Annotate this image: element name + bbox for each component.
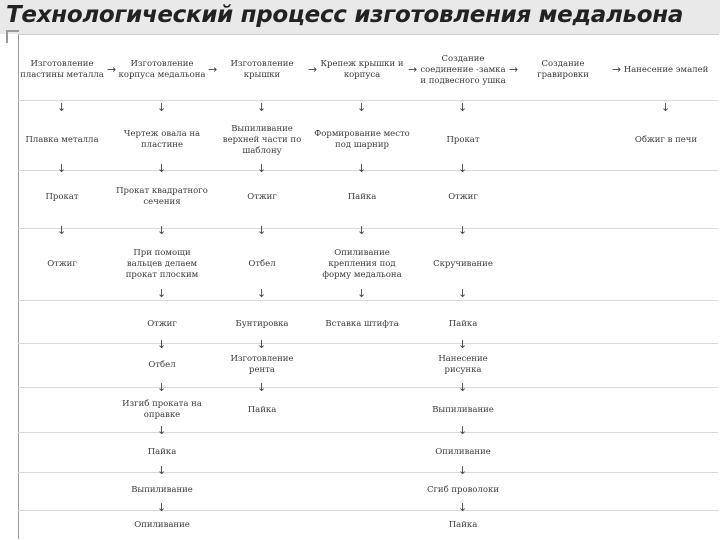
down-arrow-icon: ↓	[458, 101, 468, 114]
page-title: Технологический процесс изготовления медальона	[6, 2, 684, 28]
down-arrow-icon: ↓	[157, 381, 167, 394]
process-step: Пайка	[448, 519, 478, 530]
process-step: Опиливание	[134, 519, 190, 530]
down-arrow-icon: ↓	[157, 162, 167, 175]
down-arrow-icon: ↓	[357, 287, 367, 300]
down-arrow-icon: ↓	[458, 224, 468, 237]
down-arrow-icon: ↓	[157, 424, 167, 437]
process-step: Выпиливание	[131, 484, 193, 495]
down-arrow-icon: ↓	[157, 224, 167, 237]
process-step: Пайка	[347, 191, 377, 202]
down-arrow-icon: ↓	[458, 287, 468, 300]
process-step: Изготовление рента	[230, 354, 294, 375]
process-step: Сгиб проволоки	[426, 484, 500, 495]
down-arrow-icon: ↓	[57, 224, 67, 237]
process-step: Выпиливание верхней части по шаблону	[222, 123, 302, 156]
row-divider	[18, 300, 718, 301]
process-step: Плавка металла	[25, 134, 99, 145]
process-header: Создание соединение -замка и подвесного ушка	[420, 53, 506, 86]
process-step: Бунтировка	[235, 318, 289, 329]
process-step: При помощи вальцев делаем прокат плоским	[125, 247, 199, 280]
row-divider	[18, 343, 718, 344]
process-step: Отжиг	[47, 258, 77, 269]
down-arrow-icon: ↓	[157, 501, 167, 514]
down-arrow-icon: ↓	[458, 501, 468, 514]
down-arrow-icon: ↓	[157, 287, 167, 300]
down-arrow-icon: ↓	[57, 101, 67, 114]
down-arrow-icon: ↓	[157, 338, 167, 351]
process-step: Отбел	[248, 258, 276, 269]
process-step: Формирование место под шарнир	[314, 129, 410, 150]
right-arrow-icon: →	[509, 63, 519, 76]
row-divider	[18, 387, 718, 388]
down-arrow-icon: ↓	[357, 162, 367, 175]
process-step: Изгиб проката на оправке	[122, 399, 202, 420]
process-header: Нанесение эмалей	[623, 64, 709, 75]
row-divider	[18, 472, 718, 473]
process-step: Прокат	[446, 134, 480, 145]
down-arrow-icon: ↓	[157, 464, 167, 477]
down-arrow-icon: ↓	[458, 338, 468, 351]
process-step: Отжиг	[448, 191, 478, 202]
down-arrow-icon: ↓	[257, 162, 267, 175]
down-arrow-icon: ↓	[257, 338, 267, 351]
down-arrow-icon: ↓	[458, 162, 468, 175]
down-arrow-icon: ↓	[458, 381, 468, 394]
down-arrow-icon: ↓	[157, 101, 167, 114]
down-arrow-icon: ↓	[57, 162, 67, 175]
process-step: Опиливание крепления под форму медальона	[322, 247, 402, 280]
down-arrow-icon: ↓	[257, 101, 267, 114]
process-header: Изготовление пластины металла	[20, 59, 104, 80]
down-arrow-icon: ↓	[257, 381, 267, 394]
process-step: Отжиг	[247, 191, 277, 202]
process-step: Опиливание	[435, 446, 491, 457]
process-step: Пайка	[147, 446, 177, 457]
process-header: Крепеж крышки и корпуса	[320, 59, 404, 80]
process-step: Обжиг в печи	[634, 134, 698, 145]
process-step: Нанесение рисунка	[438, 354, 488, 375]
process-header: Изготовление корпуса медальона	[118, 59, 206, 80]
row-divider	[18, 170, 718, 171]
process-step: Отжиг	[147, 318, 177, 329]
right-arrow-icon: →	[308, 63, 318, 76]
process-step: Скручивание	[433, 258, 493, 269]
down-arrow-icon: ↓	[257, 287, 267, 300]
process-step: Выпиливание	[432, 404, 494, 415]
process-step: Пайка	[448, 318, 478, 329]
row-divider	[18, 228, 718, 229]
process-step: Пайка	[247, 404, 277, 415]
process-step: Отбел	[148, 359, 176, 370]
process-header: Создание гравировки	[537, 59, 589, 80]
process-step: Прокат	[45, 191, 79, 202]
process-step: Вставка штифта	[325, 318, 399, 329]
down-arrow-icon: ↓	[357, 224, 367, 237]
row-divider	[18, 432, 718, 433]
down-arrow-icon: ↓	[458, 464, 468, 477]
down-arrow-icon: ↓	[357, 101, 367, 114]
process-step: Прокат квадратного сечения	[116, 186, 208, 207]
down-arrow-icon: ↓	[661, 101, 671, 114]
row-divider	[18, 510, 718, 511]
right-arrow-icon: →	[408, 63, 418, 76]
diagram-frame	[18, 34, 719, 539]
down-arrow-icon: ↓	[458, 424, 468, 437]
right-arrow-icon: →	[107, 63, 117, 76]
right-arrow-icon: →	[612, 63, 622, 76]
right-arrow-icon: →	[208, 63, 218, 76]
process-header: Изготовление крышки	[230, 59, 294, 80]
process-step: Чертеж овала на пластине	[123, 129, 201, 150]
down-arrow-icon: ↓	[257, 224, 267, 237]
row-divider	[18, 100, 718, 101]
